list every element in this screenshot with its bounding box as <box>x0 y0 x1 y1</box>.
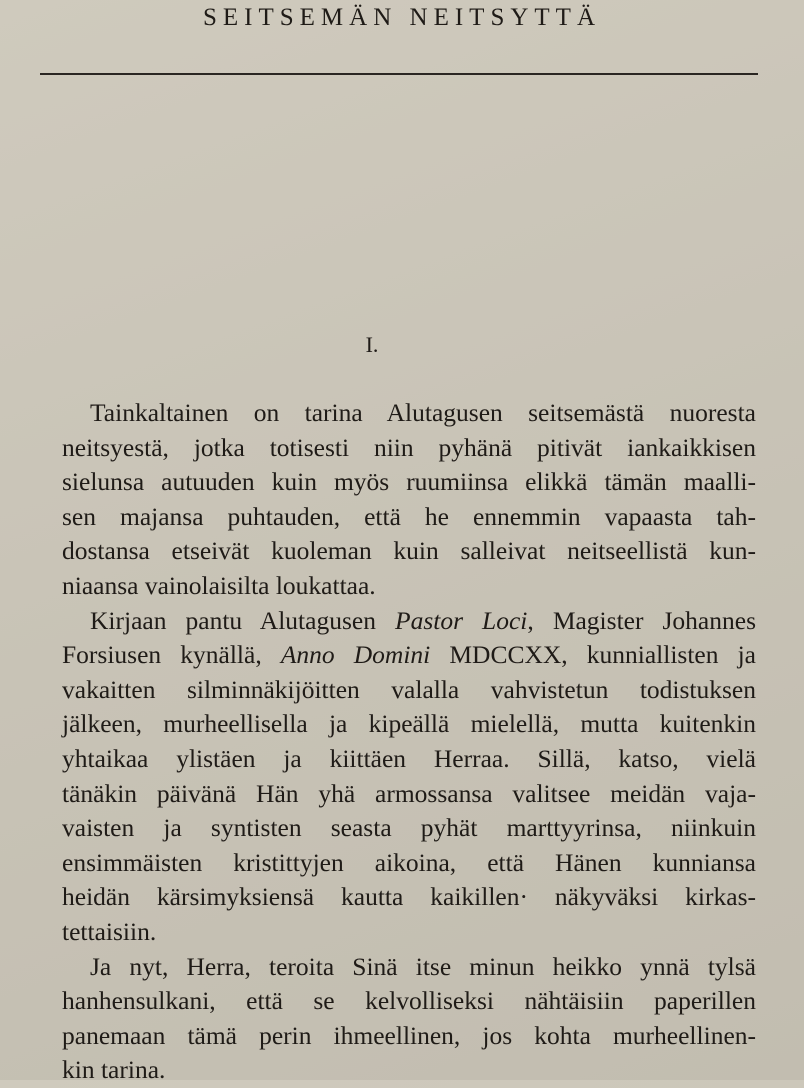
text-segment: yhtaikaa ylistäen ja kiittäen Herraa. Sillä, katso, vielä <box>62 743 756 773</box>
text-line <box>62 396 756 431</box>
text-segment: tettaisiin. <box>62 916 157 946</box>
text-line <box>62 984 756 1019</box>
text-line <box>62 500 756 535</box>
text-segment: niaansa vainolaisilta loukattaa. <box>62 570 376 600</box>
text-segment: Ja nyt, Herra, teroita Sinä itse minun heikko ynnä tylsä <box>90 951 756 981</box>
text-line <box>62 604 756 639</box>
text-line <box>62 811 756 846</box>
text-line <box>62 880 756 915</box>
text-line <box>62 846 756 881</box>
text-segment: tänäkin päivänä Hän yhä armossansa valitsee meidän vaja- <box>62 778 756 808</box>
text-line <box>62 777 756 812</box>
text-segment: Kirjaan pantu Alutagusen <box>90 605 395 635</box>
text-line <box>62 1053 756 1088</box>
text-line <box>62 569 756 604</box>
text-line <box>62 1019 756 1054</box>
text-segment: vaisten ja syntisten seasta pyhät marttyyrinsa, niinkuin <box>62 813 756 843</box>
text-line <box>62 742 756 777</box>
text-segment: , Magister Johannes <box>527 605 756 635</box>
text-segment: Forsiusen kynällä, <box>62 640 281 670</box>
text-segment: jälkeen, murheellisella ja kipeällä mielellä, mutta kuitenkin <box>62 709 756 739</box>
text-line <box>62 465 756 500</box>
text-line <box>62 673 756 708</box>
text-line <box>62 534 756 569</box>
italic-text: Anno Domini <box>280 640 431 670</box>
running-header-title: SEITSEMÄN NEITSYTTÄ <box>202 4 601 31</box>
italic-text: Pastor Loci <box>395 605 528 635</box>
text-segment: Tainkaltainen on tarina Alutagusen seitsemästä nuoresta <box>90 398 756 427</box>
text-segment: MDCCXX, kunniallisten ja <box>430 640 757 670</box>
text-line <box>62 950 756 985</box>
text-segment: sielunsa autuuden kuin myös ruumiinsa elikkä tämän maalli- <box>62 467 756 497</box>
text-segment: sen majansa puhtauden, että he ennemmin vapaasta tah- <box>62 501 756 531</box>
text-line <box>62 638 756 673</box>
text-segment: kin tarina. <box>62 1055 166 1085</box>
text-segment: dostansa etseivät kuoleman kuin salleivat neitseellistä kun- <box>62 536 756 566</box>
text-segment: panemaan tämä perin ihmeellinen, jos kohta murheellinen- <box>62 1020 756 1050</box>
chapter-number: I. <box>365 332 379 357</box>
text-line <box>62 707 756 742</box>
text-segment: ensimmäisten kristittyjen aikoina, että Hänen kunniansa <box>62 847 756 877</box>
text-segment: neitsyestä, jotka totisesti niin pyhänä pitivät iankaikkisen <box>62 432 756 462</box>
header-rule <box>40 73 758 75</box>
text-segment: vakaitten silminnäkijöitten valalla vahvistetun todistuksen <box>62 674 756 704</box>
text-segment: heidän kärsimyksiensä kautta kaikillen· näkyväksi kirkas- <box>62 882 756 912</box>
text-line <box>62 915 756 950</box>
text-segment: hanhensulkani, että se kelvolliseksi nähtäisiin paperillen <box>62 986 756 1016</box>
text-line <box>62 431 756 466</box>
page-body-text <box>62 396 756 1088</box>
